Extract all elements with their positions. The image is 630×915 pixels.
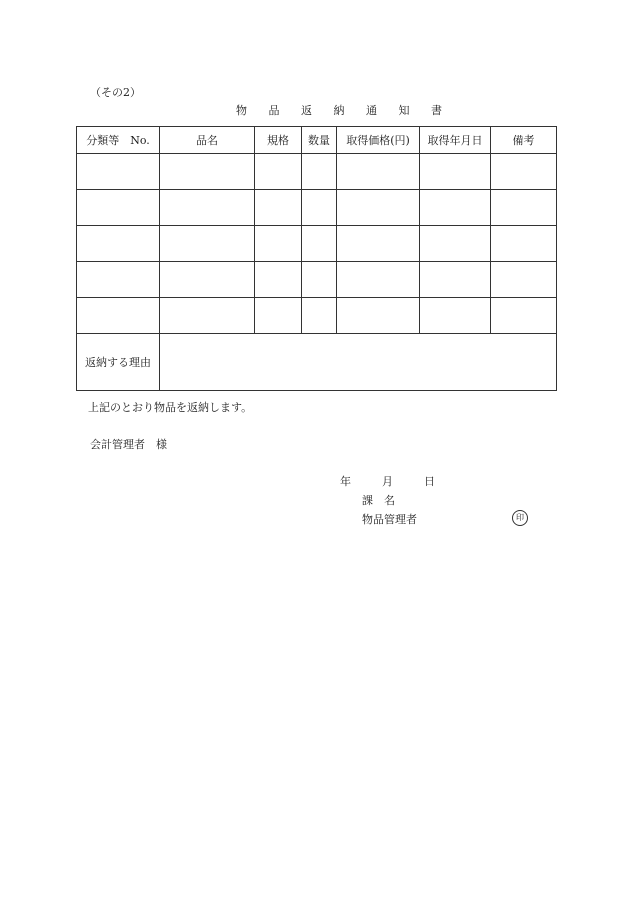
table-cell[interactable] xyxy=(160,262,255,298)
year-label: 年 xyxy=(340,475,351,488)
table-cell[interactable] xyxy=(302,190,337,226)
table-cell[interactable] xyxy=(255,226,302,262)
table-cell[interactable] xyxy=(77,154,160,190)
table-cell[interactable] xyxy=(420,262,491,298)
table-cell[interactable] xyxy=(337,262,420,298)
table-cell[interactable] xyxy=(77,226,160,262)
table-cell[interactable] xyxy=(337,190,420,226)
seal-mark: 印 xyxy=(512,510,528,526)
table-cell[interactable] xyxy=(420,226,491,262)
table-cell[interactable] xyxy=(491,190,557,226)
table-cell[interactable] xyxy=(160,226,255,262)
date-line xyxy=(340,473,435,489)
table-row xyxy=(77,262,557,298)
table-cell[interactable] xyxy=(302,226,337,262)
table-row xyxy=(77,298,557,334)
property-manager-label: 物品管理者 xyxy=(362,513,417,526)
table-cell[interactable] xyxy=(420,154,491,190)
table-cell[interactable] xyxy=(255,154,302,190)
table-cell[interactable] xyxy=(160,190,255,226)
reason-label: 返納する理由 xyxy=(77,334,160,391)
addressee: 会計管理者 様 xyxy=(90,438,167,451)
table-cell[interactable] xyxy=(337,154,420,190)
table-cell[interactable] xyxy=(255,262,302,298)
page-title: 物 品 返 納 通 知 書 xyxy=(236,104,451,117)
table-cell[interactable] xyxy=(337,298,420,334)
header-item-name: 品名 xyxy=(160,127,255,154)
table-cell[interactable] xyxy=(160,154,255,190)
table-cell[interactable] xyxy=(255,298,302,334)
table-cell[interactable] xyxy=(491,262,557,298)
table-cell[interactable] xyxy=(491,298,557,334)
month-label: 月 xyxy=(382,475,393,488)
table-cell[interactable] xyxy=(337,226,420,262)
table-row xyxy=(77,226,557,262)
table-cell[interactable] xyxy=(160,298,255,334)
header-remarks: 備考 xyxy=(491,127,557,154)
table-cell[interactable] xyxy=(302,154,337,190)
table-row xyxy=(77,154,557,190)
table-cell[interactable] xyxy=(77,298,160,334)
table-cell[interactable] xyxy=(77,190,160,226)
table-cell[interactable] xyxy=(302,298,337,334)
header-acquisition-price: 取得価格(円) xyxy=(337,127,420,154)
table-cell[interactable] xyxy=(491,226,557,262)
header-quantity: 数量 xyxy=(302,127,337,154)
header-category-no: 分類等 No. xyxy=(77,127,160,154)
table-cell[interactable] xyxy=(420,190,491,226)
table-cell[interactable] xyxy=(491,154,557,190)
reason-row xyxy=(77,334,557,391)
header-acquisition-date: 取得年月日 xyxy=(420,127,491,154)
reason-field[interactable] xyxy=(160,334,557,391)
return-statement: 上記のとおり物品を返納します。 xyxy=(88,401,253,414)
day-label: 日 xyxy=(424,475,435,488)
table-cell[interactable] xyxy=(420,298,491,334)
table-cell[interactable] xyxy=(255,190,302,226)
header-specification: 規格 xyxy=(255,127,302,154)
section-label: 課 名 xyxy=(362,494,395,507)
table-row xyxy=(77,190,557,226)
table-cell[interactable] xyxy=(302,262,337,298)
table-cell[interactable] xyxy=(77,262,160,298)
table-header-row xyxy=(77,127,557,154)
return-items-table xyxy=(76,126,557,391)
form-series-label: （その2） xyxy=(90,86,141,99)
